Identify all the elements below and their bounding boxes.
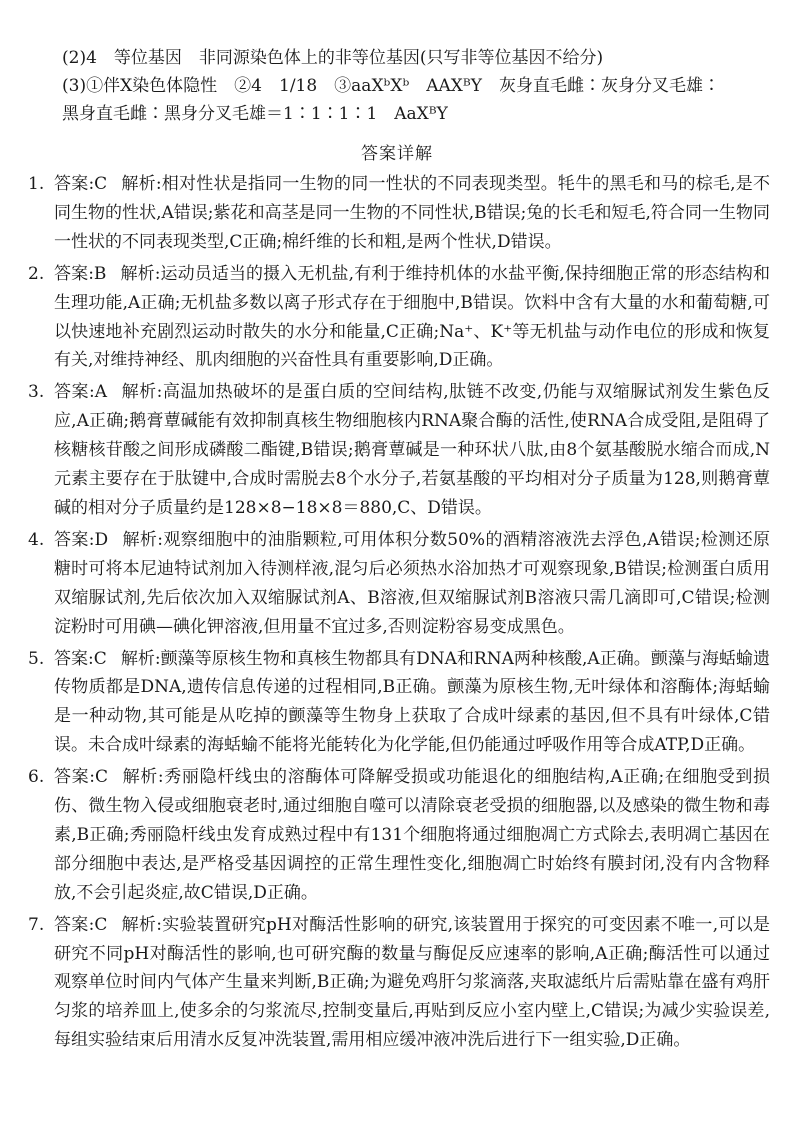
answer-item <box>28 260 770 376</box>
answer-label: 答案:A <box>54 382 108 403</box>
answer-label: 答案:C <box>54 648 107 669</box>
answer-explanation: 解析:高温加热破坏的是蛋白质的空间结构,肽链不改变,仍能与双缩脲试剂发生紫色反应,A正确;鹅膏蕈碱能有效抑制真核生物细胞核内RNA聚合酶的活性,使RNA合成受阻,是阻碍了核糖核苷酸之间形成磷酸二酯键,B错误;鹅膏蕈碱是一种环状八肽,由8个氨基酸脱水缩合而成,N元素主要存在于肽键中,合成时需脱去8个水分子,若氨基酸的平均相对分子质量为128,则鹅膏蕈碱的相对分子质量约是128×8−18×8＝880,C、D错误。 <box>54 382 770 518</box>
item-number: 6. <box>28 767 45 788</box>
item-number: 3. <box>28 382 45 403</box>
prelude-line: (3)①伴X染色体隐性 ②4 1/18 ③aaXᵇXᵇ AAXᴮY 灰身直毛雌∶灰身分叉毛雄∶ <box>62 76 720 96</box>
answer-explanation: 解析:观察细胞中的油脂颗粒,可用体积分数50%的酒精溶液洗去浮色,A错误;检测还原糖时可将本尼迪特试剂加入待测样液,混匀后必须热水浴加热才可观察现象,B错误;检测蛋白质用双缩脲试剂,先后依次加入双缩脲试剂A、B溶液,但双缩脲试剂B溶液只需几滴即可,C错误;检测淀粉时可用碘—碘化钾溶液,但用量不宜过多,否则淀粉容易变成黑色。 <box>54 529 770 637</box>
item-number: 7. <box>28 914 45 935</box>
answer-item <box>28 763 770 908</box>
prelude-line: 黑身直毛雌∶黑身分叉毛雄＝1∶1∶1∶1 AaXᴮY <box>62 104 448 124</box>
answer-label: 答案:D <box>54 529 109 550</box>
answer-label: 答案:C <box>54 174 108 194</box>
answer-explanation: 解析:秀丽隐杆线虫的溶酶体可降解受损或功能退化的细胞结构,A正确;在细胞受到损伤、微生物入侵或细胞衰老时,通过细胞自噬可以清除衰老受损的细胞器,以及感染的微生物和毒素,B正确;秀丽隐杆线虫发育成熟过程中有131个细胞将通过细胞凋亡方式除去,表明凋亡基因在部分细胞中表达,是严格受基因调控的正常生理性变化,细胞凋亡时始终有膜封闭,没有内含物释放,不会引起炎症,故C错误,D正确。 <box>54 767 770 903</box>
answer-label: 答案:B <box>54 263 107 284</box>
item-number: 4. <box>28 529 45 550</box>
answer-explanation: 解析:相对性状是指同一生物的同一性状的不同表现类型。牦牛的黑毛和马的棕毛,是不同生物的性状,A错误;紫花和高茎是同一生物的不同性状,B错误;兔的长毛和短毛,符合同一生物同一性状的不同表现类型,C正确;棉纤维的长和粗,是两个性状,D错误。 <box>54 174 770 252</box>
item-number: 1. <box>28 174 45 194</box>
prelude-answers <box>62 44 774 128</box>
item-number: 2. <box>28 263 45 284</box>
answer-item <box>28 526 770 642</box>
answer-explanation: 解析:颤藻等原核生物和真核生物都具有DNA和RNA两种核酸,A正确。颤藻与海蛞蝓遗传物质都是DNA,遗传信息传递的过程相同,B正确。颤藻为原核生物,无叶绿体和溶酶体;海蛞蝓是一种动物,其可能是从吃掉的颤藻等生物身上获取了合成叶绿素的基因,但不具有叶绿体,C错误。未合成叶绿素的海蛞蝓不能将光能转化为化学能,但仍能通过呼吸作用等合成ATP,D正确。 <box>54 648 770 756</box>
answer-explanation: 解析:运动员适当的摄入无机盐,有利于维持机体的水盐平衡,保持细胞正常的形态结构和生理功能,A正确;无机盐多数以离子形式存在于细胞中,B错误。饮料中含有大量的水和葡萄糖,可以快速地补充剧烈运动时散失的水分和能量,C正确;Na⁺、K⁺等无机盐与动作电位的形成和恢复有关,对维持神经、肌肉细胞的兴奋性具有重要影响,D正确。 <box>54 263 770 371</box>
answer-list <box>28 170 770 1058</box>
prelude-line: (2)4 等位基因 非同源染色体上的非等位基因(只写非等位基因不给分) <box>62 48 604 68</box>
answer-item <box>28 911 770 1056</box>
answer-label: 答案:C <box>54 914 108 935</box>
answer-item <box>28 170 770 257</box>
section-heading: 答案详解 <box>361 144 433 164</box>
answer-item <box>28 645 770 761</box>
item-number: 5. <box>28 648 45 669</box>
answer-explanation: 解析:实验装置研究pH对酶活性影响的研究,该装置用于探究的可变因素不唯一,可以是研究不同pH对酶活性的影响,也可研究酶的数量与酶促反应速率的影响,A正确;酶活性可以通过观察单位时间内气体产生量来判断,B正确;为避免鸡肝匀浆滴落,夹取滤纸片后需贴靠在盛有鸡肝匀浆的培养皿上,使多余的匀浆流尽,控制变量后,再贴到反应小室内壁上,C错误;为减少实验误差,每组实验结束后用清水反复冲洗装置,需用相应缓冲液冲洗后进行下一组实验,D正确。 <box>54 914 770 1051</box>
answer-item <box>28 378 770 523</box>
answer-label: 答案:C <box>54 767 108 788</box>
